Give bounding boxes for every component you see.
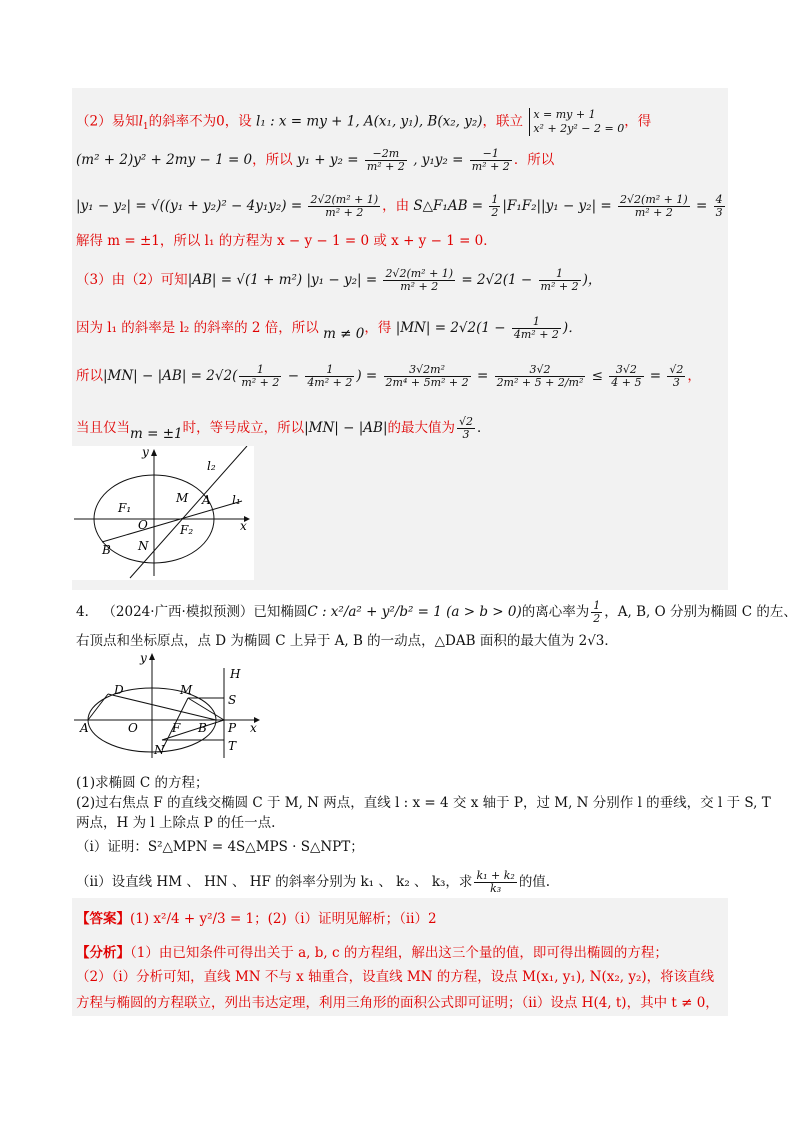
label2-x: x xyxy=(250,721,257,735)
label-A: A xyxy=(202,493,211,507)
label-x: x xyxy=(240,519,247,533)
diff-frac-3: $\frac{\text{3√2m²}}{\text{2m⁴ + 5m² + 2}}$ xyxy=(385,363,469,389)
label2-B: B xyxy=(198,721,207,735)
part3-line1: （3）由（2）可知|AB| = √(1 + m²) |y₁ − y₂| = $\frac{\text{2√2(m² + 1)}}{\text{m² + 2}}$ = 2√2(1 − $\frac{1}{\text{m² + 2}}$ )， xyxy=(76,267,602,293)
mn-frac: $\frac{1}{\text{4m² + 2}}$ xyxy=(513,315,559,341)
part3-line3: 所以|MN| − |AB| = 2√2( $\frac{1}{\text{m² + 2}}$ − $\frac{1}{\text{4m² + 2}}$ ) = $\frac{\text{3√2m²}}{\text{2m⁴ + 5m² + 2}}$ = $\frac{3√2}{\text{2m² + 5 + 2/m²}}$ ≤ $\frac{3√2}{4 + 5}$ = $\frac{√2}{3}$ ， xyxy=(76,363,701,389)
difference-short: |MN| − |AB| xyxy=(304,420,388,436)
diff-frac-6: $\frac{√2}{3}$ xyxy=(669,363,684,389)
ab-inner-frac: $\frac{1}{\text{m² + 2}}$ xyxy=(540,267,579,293)
vieta-product-frac: $\frac{-1}{\text{m² + 2}}$ xyxy=(471,147,510,173)
by-text: ，由 xyxy=(382,198,410,214)
get-text: ，得 xyxy=(624,113,652,130)
y-axis-arrow-2 xyxy=(149,653,155,660)
question-2a: (2)过右焦点 F 的直线交椭圆 C 于 M, N 两点，直线 l : x = 4 交 x 轴于 P，过 M, N 分别作 l 的垂线，交 l 于 S, T xyxy=(76,795,771,811)
label-B: B xyxy=(102,543,111,557)
diff-frac-1: $\frac{1}{\text{m² + 2}}$ xyxy=(241,363,280,389)
label2-S: S xyxy=(228,693,237,707)
label-F1: F₁ xyxy=(118,501,132,515)
ellipse-figure-2 xyxy=(72,650,272,762)
quadratic: (m² + 2)y² + 2my − 1 = 0 xyxy=(76,152,253,168)
slope-ratio-frac: $\frac{\text{k₁ + k₂}}{\text{k₃}}$ xyxy=(476,869,515,895)
ab-frac: $\frac{\text{2√2(m² + 1)}}{\text{m² + 2}}$ xyxy=(385,267,454,293)
ellipse-equation: C : x²/a² + y²/b² = 1 (a > b > 0) xyxy=(307,604,522,620)
question-2b: 两点，H 为 l 上除点 P 的任一点. xyxy=(76,815,276,831)
part2-line1: （2）易知$l_1$的斜率不为0，设 l₁ : x = my + 1, A(x₁, y₁), B(x₂, y₂)，联立 x = my + 1 x² + 2y² − 2 = 0 ，得 xyxy=(76,108,652,135)
equality-condition: m = ±1 xyxy=(130,426,183,442)
system-bottom: x² + 2y² − 2 = 0 xyxy=(533,122,625,135)
figure1-bg xyxy=(72,446,254,580)
so-text-1: ，所以 xyxy=(252,152,293,168)
label-l2: l₂ xyxy=(207,459,216,473)
label2-F: F xyxy=(172,721,181,735)
analysis-tag: 【分析】 xyxy=(76,945,130,961)
diff-frac-4: $\frac{3√2}{\text{2m² + 5 + 2/m²}}$ xyxy=(496,363,584,389)
label2-P: P xyxy=(228,721,237,735)
question-2ii: （ⅱ）设直线 HM 、 HN 、 HF 的斜率分别为 k₁ 、 k₂ 、 k₃，求 $\frac{\text{k₁ + k₂}}{\text{k₃}}$ 的值. xyxy=(76,869,551,895)
part2-line2 xyxy=(76,148,554,173)
abs-diff: |y₁ − y₂| = √((y₁ + y₂)² − 4y₁y₂) = xyxy=(76,198,307,214)
seg-MP xyxy=(188,698,224,720)
seg-AD xyxy=(88,694,108,720)
part3-line4: 当且仅当m = ±1时，等号成立，所以|MN| − |AB|的最大值为 $\frac{√2}{3}$ ． xyxy=(76,415,491,442)
ellipse-figure-1 xyxy=(72,446,254,580)
label2-D: D xyxy=(114,683,124,697)
mn-expr: |MN| = 2√2(1 − xyxy=(395,320,510,336)
area-expr: S△F₁AB = xyxy=(413,198,488,214)
m-nonzero: m ≠ 0 xyxy=(323,326,365,342)
so-text-2: ．所以 xyxy=(513,152,555,168)
equation-system xyxy=(529,108,624,136)
label-N: N xyxy=(138,539,149,553)
problem-source: （2024·广西·模拟预测） xyxy=(102,604,254,620)
analysis-line2: （2）（ⅰ）分析可知，直线 MN 不与 x 轴重合，设直线 MN 的方程，设点 M(x₁, y₁), N(x₂, y₂)，将该直线 xyxy=(76,969,715,985)
label2-A: A xyxy=(80,721,89,735)
diff-frac-5: $\frac{3√2}{4 + 5}$ xyxy=(611,363,642,389)
answer-text: (1) x²/4 + y²/3 = 1；(2)（ⅰ）证明见解析；（ⅱ）2 xyxy=(130,911,437,927)
diff-frac-2: $\frac{1}{\text{4m² + 2}}$ xyxy=(307,363,353,389)
answer-line xyxy=(76,910,437,928)
label2-N: N xyxy=(154,743,165,757)
problem4-line1: 4． （2024·广西·模拟预测）已知椭圆C : x²/a² + y²/b² = 1 (a > b > 0)的离心率为 $\frac{1}{2}$ ，A, B, O 分别为椭圆 C 的左、 xyxy=(76,599,797,625)
label2-H: H xyxy=(230,667,241,681)
label-O: O xyxy=(138,518,148,532)
part2-intro: （2）易知 xyxy=(76,113,139,130)
area-frac: $\frac{\text{2√2(m² + 1)}}{\text{m² + 2}}$ xyxy=(620,193,688,219)
label2-T: T xyxy=(228,739,237,753)
question-1: (1)求椭圆 C 的方程； xyxy=(76,775,209,791)
problem-number: 4． xyxy=(76,604,99,620)
area-mid: |F₁F₂||y₁ − y₂| = xyxy=(502,198,617,214)
line-equation: l₁ : x = my + 1, A(x₁, y₁), B(x₂, y₂) xyxy=(256,113,483,130)
joint-text: ，联立 xyxy=(482,113,524,130)
l1-symbol: l xyxy=(138,113,143,130)
slope-relation: 因为 l₁ 的斜率是 l₂ 的斜率的 2 倍，所以 xyxy=(76,320,319,336)
label-l1: l₁ xyxy=(232,493,241,507)
label2-M: M xyxy=(180,683,193,697)
slope-text: 的斜率不为0，设 xyxy=(148,113,252,130)
solve-text: 解得 m = ±1，所以 l₁ 的方程为 x − y − 1 = 0 或 x + y − 1 = 0． xyxy=(76,233,497,249)
label-M: M xyxy=(176,491,189,505)
part2-solve-line xyxy=(76,232,497,250)
difference-expr: |MN| − |AB| = 2√2( xyxy=(103,368,238,384)
analysis-line3: 方程与椭圆的方程联立，列出韦达定理，利用三角形的面积公式即可证明；（ⅱ）设点 H(4, t)，其中 t ≠ 0， xyxy=(76,995,719,1011)
ab-expr: |AB| = √(1 + m²) |y₁ − y₂| = xyxy=(187,272,382,288)
abs-diff-frac: $\frac{\text{2√2(m² + 1)}}{\text{m² + 2}}$ xyxy=(310,193,379,219)
area-value-frac: $\frac{4}{3}$ xyxy=(715,193,723,219)
label2-O: O xyxy=(128,721,138,735)
answer-tag: 【答案】 xyxy=(76,911,130,927)
vieta-sum: y₁ + y₂ = xyxy=(296,152,363,168)
half-frac: $\frac{1}{2}$ xyxy=(491,193,499,219)
part2-line3: |y₁ − y₂| = √((y₁ + y₂)² − 4y₁y₂) = $\frac{\text{2√2(m² + 1)}}{\text{m² + 2}}$ ，由 S△F₁AB = $\frac{1}{2}$ |F₁F₂||y₁ − y₂| = $\frac{\text{2√2(m² + 1)}}{\text{m² + 2}}$ = $\frac{4}{3}$ xyxy=(76,193,723,219)
analysis-line1: 【分析】（1）由已知条件可得出关于 a, b, c 的方程组，解出这三个量的值，即可得出椭圆的方程； xyxy=(76,945,668,961)
vieta-sum-frac: $\frac{-2m}{\text{m² + 2}}$ xyxy=(366,147,405,173)
system-top: x = my + 1 xyxy=(533,108,596,121)
vieta-product: , y₁y₂ = xyxy=(413,152,468,168)
eccentricity-frac: $\frac{1}{2}$ xyxy=(593,599,601,625)
max-value-frac: $\frac{√2}{3}$ xyxy=(459,415,474,441)
part3-intro: （3）由（2）可知 xyxy=(76,272,188,288)
part3-line2: 因为 l₁ 的斜率是 l₂ 的斜率的 2 倍，所以 m ≠ 0，得 |MN| = 2√2(1 − $\frac{1}{\text{4m² + 2}}$ )． xyxy=(76,315,582,342)
question-2i: （ⅰ）证明：S²△MPN = 4S△MPS · S△NPT； xyxy=(76,839,364,855)
problem4-line2: 右顶点和坐标原点，点 D 为椭圆 C 上异于 A, B 的一动点，△DAB 面积的最大值为 2√3． xyxy=(76,633,618,649)
label-y: y xyxy=(142,446,149,459)
label-F2: F₂ xyxy=(180,523,194,537)
label2-y: y xyxy=(140,651,147,665)
